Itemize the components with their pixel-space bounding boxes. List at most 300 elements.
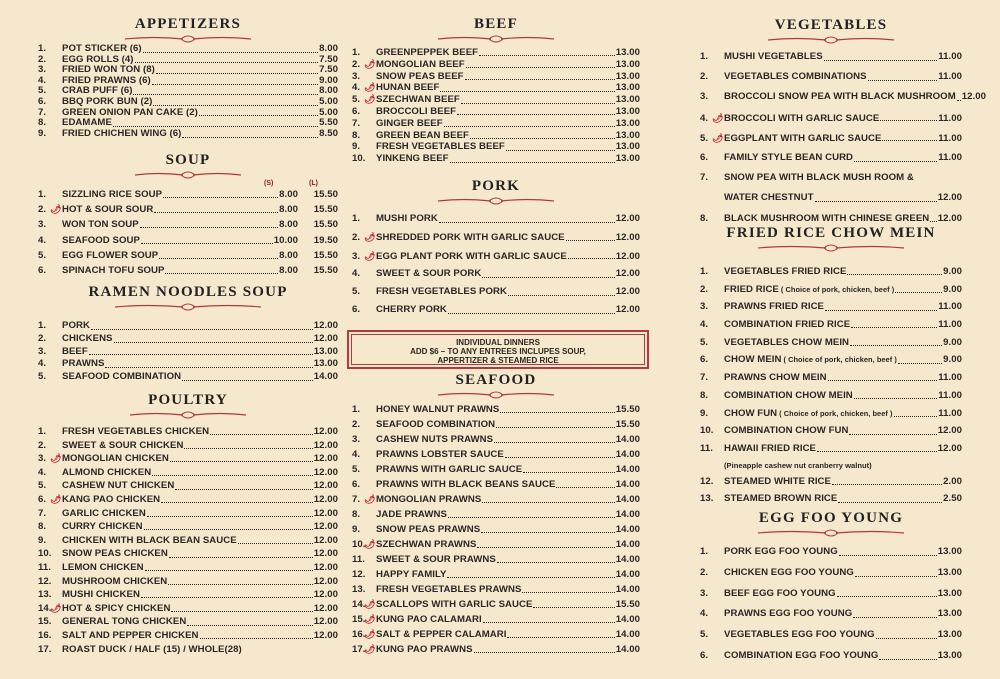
item-number: 2. [700, 283, 709, 295]
item-price: 7.50 [319, 53, 338, 65]
item-name: ALMOND CHICKEN [62, 466, 152, 478]
dot-leader [894, 416, 938, 417]
item-price: 14.00 [615, 584, 640, 595]
item-number: 13. [352, 584, 366, 595]
item-name: GREEN ONION PAN CAKE (2) [62, 106, 198, 118]
dot-leader [508, 295, 615, 296]
menu-item [38, 493, 338, 507]
item-number: 8. [352, 509, 361, 520]
dot-leader [171, 611, 312, 612]
menu-item-continued [700, 188, 962, 208]
item-number: 3. [352, 434, 361, 445]
item-number: 12. [352, 569, 366, 580]
item-price: 15.50 [615, 599, 640, 610]
vegetables-list [700, 47, 986, 229]
item-name: CASHEW NUTS PRAWNS [376, 434, 494, 445]
dot-leader [505, 457, 615, 458]
dot-leader [182, 380, 313, 381]
dot-leader [113, 126, 318, 127]
item-price: 14.00 [615, 434, 640, 445]
item-name: SEAFOOD COMBINATION [376, 419, 496, 430]
item-number: 8. [700, 212, 709, 224]
item-price: 13.00 [615, 82, 640, 94]
item-price: 12.00 [313, 480, 338, 492]
dot-leader [838, 502, 942, 503]
pepper-icon: 🌶 [364, 644, 376, 654]
menu-item [38, 452, 338, 466]
dot-leader [154, 212, 278, 213]
section-title: SEAFOOD [455, 372, 537, 388]
menu-item [352, 597, 640, 612]
menu-item [352, 552, 640, 567]
item-number: 10. [38, 548, 52, 560]
section-vegetables [700, 17, 962, 45]
item-name: MONGOLIAN CHICKEN [62, 453, 169, 465]
item-number: 10. [700, 425, 714, 437]
item-name: FRIED PRAWNS (6) [62, 74, 151, 86]
item-name: SWEET & SOUR PORK [376, 267, 482, 279]
dot-leader [930, 221, 936, 222]
item-price: 14.00 [313, 371, 338, 383]
menu-item [700, 625, 962, 646]
pepper-icon: 🌶 [364, 58, 376, 69]
item-price: 8.00 [319, 43, 338, 54]
item-price: 12.00 [313, 589, 338, 601]
item-number: 8. [700, 389, 709, 401]
item-number: 7. [700, 372, 709, 384]
dot-leader [165, 273, 278, 274]
item-number: 9. [352, 141, 361, 153]
item-name: PORK [62, 320, 90, 331]
item-number: 13. [38, 589, 52, 601]
item-note: ( Choice of pork, chicken, beef ) [779, 408, 893, 418]
item-name: PRAWNS [62, 358, 105, 370]
item-number: 6. [700, 649, 709, 661]
pepper-icon: 🌶 [364, 539, 376, 549]
section-beef [352, 16, 640, 44]
menu-item [38, 520, 338, 534]
dot-leader [855, 576, 937, 577]
item-price: 5.00 [319, 95, 338, 107]
section-title: BEEF [474, 16, 518, 32]
item-number: 11. [38, 561, 51, 573]
item-name: BROCCOLI BEEF [376, 105, 457, 117]
dot-leader [161, 502, 313, 503]
flourish-icon [123, 34, 253, 44]
item-name: KUNG PAO PRAWNS [376, 644, 473, 655]
menu-item [352, 247, 640, 265]
item-price: 12.00 [313, 332, 338, 344]
item-price: 8.50 [319, 127, 338, 139]
flourish-icon [766, 35, 896, 45]
dot-leader [170, 461, 313, 462]
item-price: 14.00 [615, 629, 640, 640]
item-name: MUSHROOM CHICKEN [62, 575, 168, 587]
item-number: 6. [352, 479, 361, 490]
dot-leader [479, 55, 615, 56]
item-number: 1. [700, 266, 709, 277]
item-name: WATER CHESTNUT [724, 192, 814, 204]
item-name: MONGOLIAN BEEF [376, 58, 465, 70]
item-name: FRESH VEGETABLES PORK [376, 286, 507, 298]
dot-leader [506, 150, 615, 151]
menu-item [700, 440, 962, 458]
dot-leader [477, 547, 614, 548]
dot-leader [880, 120, 937, 121]
dot-leader [143, 52, 318, 53]
item-name: EGG FLOWER SOUP [62, 249, 159, 261]
item-number: 3. [700, 301, 709, 313]
menu-item [352, 94, 640, 106]
item-name: BROCCOLI SNOW PEA WITH BLACK MUSHROOM [724, 91, 956, 103]
menu-item [352, 106, 640, 118]
item-number: 15. [352, 614, 366, 625]
item-name: VEGETABLES CHOW MEIN [724, 336, 850, 348]
menu-item [700, 604, 962, 625]
item-price: 13.00 [937, 649, 962, 661]
dot-leader [566, 240, 615, 241]
item-name: WON TON SOUP [62, 219, 139, 231]
menu-item [352, 71, 640, 83]
item-price: 13.00 [937, 566, 962, 578]
item-price: 13.00 [615, 47, 640, 58]
notice-line-3: APPERTIZER & STEAMED RICE [437, 356, 559, 365]
item-number: 8. [38, 117, 47, 129]
item-name: FRIED WON TON (8) [62, 64, 155, 76]
item-number: 9. [38, 127, 47, 139]
item-name: GREENPEPPEK BEEF [376, 47, 479, 58]
individual-dinners-notice [347, 330, 649, 369]
dot-leader [141, 243, 273, 244]
dot-leader [898, 363, 942, 364]
menu-item [700, 542, 962, 563]
item-number: 3. [700, 91, 709, 103]
item-price: 13.00 [615, 105, 640, 117]
item-price-large: 15.50 [313, 264, 338, 276]
item-price: 13.00 [615, 129, 640, 141]
item-price: 13.00 [937, 629, 962, 641]
item-name: BLACK MUSHROOM WITH CHINESE GREEN [724, 212, 930, 224]
menu-item [38, 187, 338, 202]
item-price: 12.00 [313, 466, 338, 478]
item-name: CHOW MEIN [724, 354, 782, 366]
item-price: 14.00 [615, 449, 640, 460]
item-number: 5. [700, 132, 709, 144]
item-name: KUNG PAO CALAMARI [376, 614, 482, 625]
menu-item [38, 333, 338, 346]
dot-leader [163, 197, 278, 198]
item-number: 2. [38, 332, 47, 344]
item-number: 2. [352, 232, 361, 244]
dot-leader [832, 484, 942, 485]
menu-item [38, 479, 338, 493]
dot-leader [825, 310, 937, 311]
item-number: 6. [38, 95, 47, 107]
item-price: 12.00 [313, 575, 338, 587]
dot-leader [461, 103, 615, 104]
dot-leader [187, 625, 312, 626]
item-price: 11.00 [938, 132, 962, 144]
section-title: FRIED RICE CHOW MEIN [726, 225, 936, 241]
menu-item [352, 59, 640, 71]
item-price: 12.00 [961, 91, 986, 103]
dot-leader [182, 137, 318, 138]
menu-item [38, 561, 338, 575]
item-number: 2. [38, 439, 47, 451]
item-number: 6. [38, 264, 47, 276]
item-name: SNOW PEA WITH BLACK MUSH ROOM & [724, 172, 914, 184]
item-number: 7. [352, 494, 361, 505]
item-name: SEAFOOD SOUP [62, 234, 140, 246]
item-number: 9. [352, 524, 361, 535]
dot-leader [114, 342, 313, 343]
item-number: 7. [352, 117, 361, 129]
egg-foo-young-list [700, 542, 962, 667]
item-name: CRAB PUFF (6) [62, 85, 133, 97]
item-price: 12.00 [615, 250, 640, 262]
item-price: 14.00 [615, 509, 640, 520]
item-name: COMBINATION CHOW MEIN [724, 389, 853, 401]
item-price: 13.00 [615, 94, 640, 106]
item-name: SNOW PEAS CHICKEN [62, 548, 168, 560]
item-price: 15.50 [615, 404, 640, 415]
menu-item [38, 202, 338, 217]
menu-item [352, 627, 640, 642]
item-price: 13.00 [313, 358, 338, 370]
item-number: 1. [352, 213, 361, 224]
dot-leader [850, 345, 942, 346]
item-name: SHREDDED PORK WITH GARLIC SAUCE [376, 232, 565, 244]
item-name: SZECHWAN PRAWNS [376, 539, 477, 550]
soup-list [38, 187, 338, 278]
item-price: 11.00 [938, 151, 962, 163]
dot-leader [817, 451, 937, 452]
item-price: 11.00 [938, 51, 962, 62]
menu-item [38, 358, 338, 371]
pepper-icon: 🌶 [364, 614, 376, 624]
menu-item [700, 405, 962, 423]
item-price: 5.00 [319, 106, 338, 118]
menu-item [38, 643, 338, 657]
menu-item [38, 233, 338, 248]
item-price: 12.00 [313, 602, 338, 614]
item-price: 12.00 [313, 493, 338, 505]
dot-leader [474, 652, 615, 653]
item-name: POT STICKER (6) [62, 43, 142, 54]
item-price-large: 15.50 [313, 204, 338, 216]
item-name: MONGOLIAN PRAWNS [376, 494, 482, 505]
dot-leader [199, 115, 318, 116]
dot-leader [957, 100, 961, 101]
item-name: SEAFOOD COMBINATION [62, 371, 182, 383]
item-name: STEAMED WHITE RICE [724, 475, 831, 487]
menu-item [700, 646, 962, 667]
item-name: CURRY CHICKEN [62, 521, 143, 533]
item-number: 3. [700, 587, 709, 599]
item-number: 3. [352, 70, 361, 82]
menu-item [38, 547, 338, 561]
item-name: COMBINATION CHOW FUN [724, 425, 849, 437]
item-number: 13. [700, 493, 714, 505]
item-price: 9.00 [943, 354, 962, 366]
item-name: PORK EGG FOO YOUNG [724, 546, 838, 557]
dot-leader [851, 327, 937, 328]
item-price: 13.00 [615, 153, 640, 165]
item-name: GARLIC CHICKEN [62, 507, 146, 519]
dot-leader [91, 329, 313, 330]
item-name: CASHEW NUT CHICKEN [62, 480, 175, 492]
menu-item [352, 492, 640, 507]
menu-item [352, 462, 640, 477]
item-name: MUSHI PORK [376, 213, 438, 224]
section-title: SOUP [165, 152, 211, 168]
item-price-large: 19.50 [313, 234, 338, 246]
item-name: PRAWNS EGG FOO YOUNG [724, 608, 853, 620]
menu-item [38, 629, 338, 643]
dot-leader [466, 67, 615, 68]
menu-item [700, 369, 962, 387]
dot-leader [444, 126, 615, 127]
dot-leader [144, 529, 313, 530]
dot-leader [184, 448, 312, 449]
pepper-icon: 🌶 [364, 629, 376, 639]
pork-list [352, 210, 640, 320]
item-name: SWEET & SOUR CHICKEN [62, 439, 184, 451]
pepper-icon: 🌶 [364, 250, 376, 261]
item-name: PRAWNS WITH BLACK BEANS SAUCE [376, 479, 556, 490]
menu-item [38, 371, 338, 384]
item-number: 4. [352, 267, 361, 279]
menu-item [352, 612, 640, 627]
item-price: 14.00 [615, 539, 640, 550]
item-price: 12.00 [313, 453, 338, 465]
item-number: 10. [352, 539, 366, 550]
menu-item [700, 298, 962, 316]
item-number: 4. [352, 82, 361, 94]
menu-item [38, 44, 338, 55]
notice-text [351, 334, 645, 365]
item-number: 1. [38, 320, 47, 331]
item-price: 13.00 [615, 58, 640, 70]
item-number: 1. [38, 426, 47, 437]
menu-item [352, 153, 640, 165]
menu-item [700, 316, 962, 334]
dot-leader [879, 659, 936, 660]
menu-item [38, 346, 338, 359]
menu-item [38, 217, 338, 232]
item-number: 1. [38, 189, 47, 200]
pepper-icon: 🌶 [364, 599, 376, 609]
item-name: FAMILY STYLE BEAN CURD [724, 151, 854, 163]
item-name: VEGETABLES FRIED RICE [724, 266, 847, 277]
item-name: PRAWNS WITH GARLIC SAUCE [376, 464, 523, 475]
section-appetizers [38, 16, 338, 44]
item-price: 14.00 [615, 524, 640, 535]
dot-leader [133, 94, 318, 95]
item-price: 14.00 [615, 614, 640, 625]
fried-rice-list [700, 263, 962, 508]
item-number: 5. [700, 629, 709, 641]
pepper-icon: 🌶 [364, 494, 376, 504]
item-price: 13.00 [937, 587, 962, 599]
item-name: BBQ PORK BUN (2) [62, 95, 153, 107]
item-name: EGGPLANT WITH GARLIC SAUCE [724, 132, 882, 144]
pepper-icon: 🌶 [50, 493, 62, 504]
item-number: 11. [352, 554, 365, 565]
dot-leader [200, 638, 313, 639]
item-number: 2. [352, 58, 361, 70]
dot-leader [507, 637, 614, 638]
item-name: GREEN BEAN BEEF [376, 129, 469, 141]
item-name: STEAMED BROWN RICE [724, 493, 838, 505]
menu-item [38, 575, 338, 589]
menu-item [352, 82, 640, 94]
menu-item [352, 301, 640, 319]
item-name: CHERRY PORK [376, 304, 447, 316]
item-name: HOT & SOUR SOUR [62, 204, 154, 216]
item-price: 12.00 [615, 232, 640, 244]
menu-item [38, 425, 338, 439]
section-title: VEGETABLES [774, 17, 888, 33]
item-price: 8.00 [279, 249, 298, 261]
dot-leader [837, 596, 937, 597]
item-price: 13.00 [615, 117, 640, 129]
item-price: 12.00 [615, 267, 640, 279]
item-number: 1. [352, 404, 361, 415]
item-note: ( Choice of pork, chicken, beef ) [783, 355, 897, 365]
item-number: 6. [700, 354, 709, 366]
item-name: SIZZLING RICE SOUP [62, 189, 163, 200]
menu-item [38, 263, 338, 278]
item-name: PRAWNS CHOW MEIN [724, 372, 827, 384]
item-name: GINGER BEEF [376, 117, 443, 129]
section-poultry [38, 392, 338, 420]
item-name: EDAMAME [62, 117, 112, 129]
section-title: APPETIZERS [134, 16, 242, 32]
item-number: 16. [38, 629, 52, 641]
item-price: 12.00 [313, 548, 338, 560]
item-number: 4. [700, 112, 709, 124]
dot-leader [482, 502, 614, 503]
menu-item [700, 263, 962, 281]
item-number: 17. [352, 644, 366, 655]
item-name: LEMON CHICKEN [62, 561, 144, 573]
item-number: 7. [700, 172, 709, 184]
dot-leader [440, 91, 614, 92]
item-number: 3. [38, 64, 47, 76]
item-price: 7.50 [319, 64, 338, 76]
item-number: 5. [352, 94, 361, 106]
section-pork [352, 178, 640, 206]
item-price: 2.50 [943, 493, 962, 505]
item-number: 4. [700, 608, 709, 620]
item-name: SALT AND PEPPER CHICKEN [62, 629, 199, 641]
dot-leader [470, 138, 615, 139]
dot-leader [145, 570, 313, 571]
item-number: 4. [352, 449, 361, 460]
menu-item [38, 248, 338, 263]
item-name: EGG ROLLS (4) [62, 53, 134, 65]
item-name: PRAWNS FRIED RICE [724, 301, 824, 313]
dot-leader [450, 162, 615, 163]
item-price: 9.00 [943, 283, 962, 295]
item-number: 9. [38, 534, 47, 546]
menu-item [38, 97, 338, 108]
item-name: FRESH VEGETABLES PRAWNS [376, 584, 522, 595]
item-number: 5. [38, 249, 47, 261]
item-number: 4. [38, 466, 47, 478]
item-price: 11.00 [938, 319, 962, 331]
